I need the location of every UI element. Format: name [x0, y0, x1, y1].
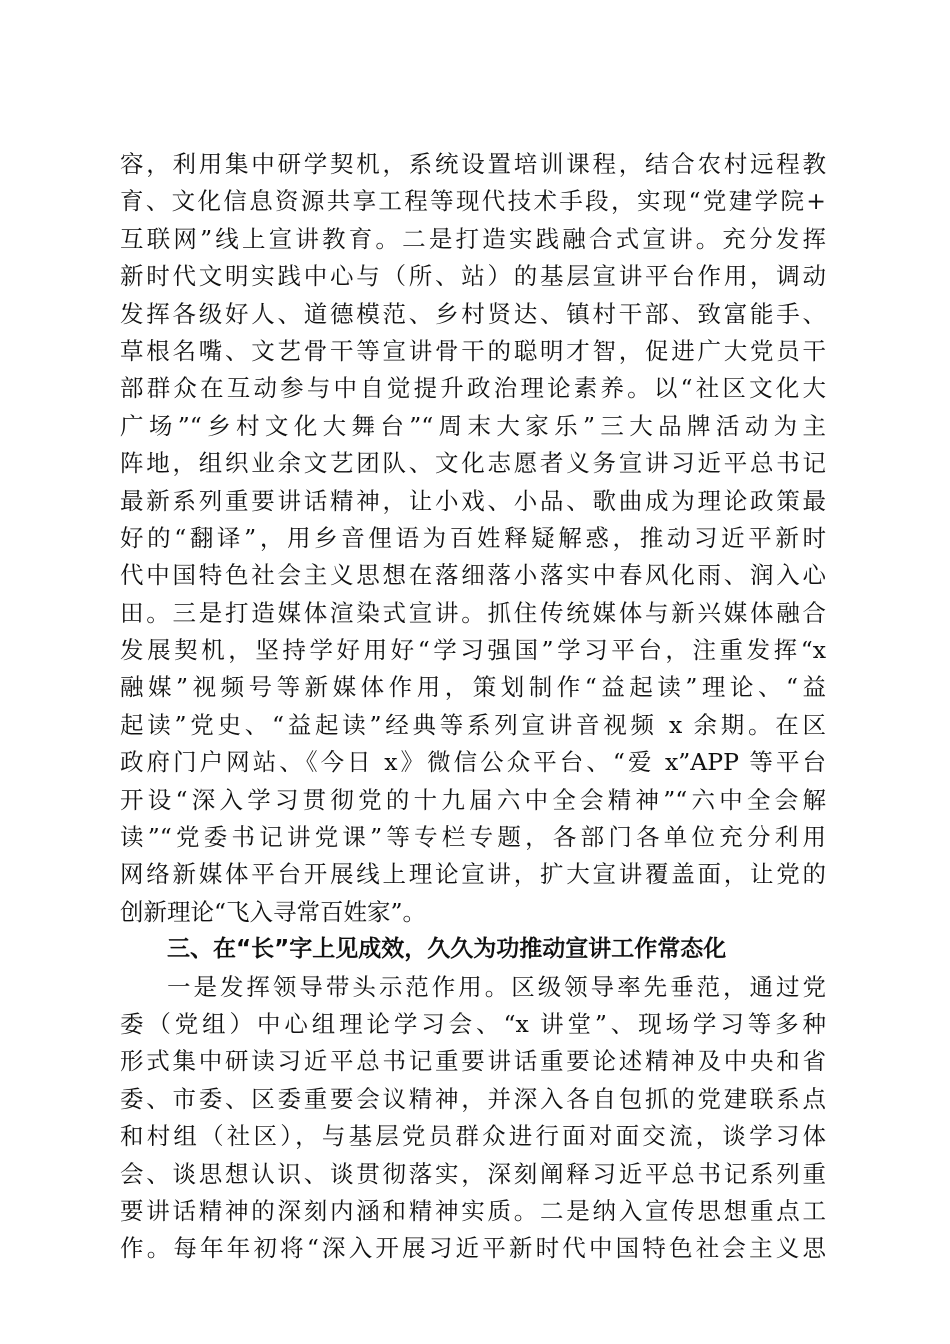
- section-heading: 三、在“长”字上见成效，久久为功推动宣讲工作常态化: [167, 936, 727, 963]
- body-line: 要讲话精神的深刻内涵和精神实质。二是纳入宣传思想重点工: [120, 1196, 826, 1225]
- body-line: 委、市委、区委重要会议精神，并深入各自包抓的党建联系点: [120, 1084, 826, 1113]
- body-line: 一是发挥领导带头示范作用。区级领导率先垂范，通过党: [167, 972, 826, 1001]
- body-line: 容，利用集中研学契机，系统设置培训课程，结合农村远程教: [120, 150, 826, 178]
- body-line: 田。三是打造媒体渲染式宣讲。抓住传统媒体与新兴媒体融合: [120, 598, 826, 627]
- body-line: 委（党组）中心组理论学习会、“x 讲堂”、现场学习等多种: [120, 1009, 826, 1038]
- body-line: 融媒”视频号等新媒体作用，策划制作“益起读”理论、“益: [120, 673, 826, 702]
- body-line: 部群众在互动参与中自觉提升政治理论素养。以“社区文化大: [120, 374, 826, 403]
- body-line: 好的“翻译”，用乡音俚语为百姓释疑解惑，推动习近平新时: [120, 523, 826, 552]
- body-line: 草根名嘴、文艺骨干等宣讲骨干的聪明才智，促进广大党员干: [120, 336, 826, 365]
- body-line: 发挥各级好人、道德模范、乡村贤达、镇村干部、致富能手、: [120, 299, 826, 328]
- document-body: [120, 146, 826, 1268]
- body-line: 阵地，组织业余文艺团队、文化志愿者义务宣讲习近平总书记: [120, 449, 826, 478]
- body-line: 互联网”线上宣讲教育。二是打造实践融合式宣讲。充分发挥: [120, 224, 826, 253]
- body-line: 会、谈思想认识、谈贯彻落实，深刻阐释习近平总书记系列重: [120, 1159, 826, 1188]
- body-line: 政府门户网站、《今日 x》微信公众平台、“爱 x”APP 等平台: [120, 748, 826, 777]
- body-line: 育、文化信息资源共享工程等现代技术手段，实现“党建学院+: [120, 187, 826, 216]
- body-line: 创新理论“飞入寻常百姓家”。: [120, 897, 427, 926]
- body-line: 作。每年年初将“深入开展习近平新时代中国特色社会主义思: [120, 1234, 826, 1263]
- body-line: 网络新媒体平台开展线上理论宣讲，扩大宣讲覆盖面，让党的: [120, 860, 826, 889]
- body-line: 和村组（社区），与基层党员群众进行面对面交流，谈学习体: [120, 1122, 826, 1151]
- body-line: 发展契机，坚持学好用好“学习强国”学习平台，注重发挥“x: [120, 636, 826, 665]
- body-line: 广场”“乡村文化大舞台”“周末大家乐”三大品牌活动为主: [120, 411, 826, 440]
- body-line: 形式集中研读习近平总书记重要讲话重要论述精神及中央和省: [120, 1047, 826, 1076]
- body-line: 新时代文明实践中心与（所、站）的基层宣讲平台作用，调动: [120, 262, 826, 291]
- body-line: 代中国特色社会主义思想在落细落小落实中春风化雨、润入心: [120, 561, 826, 590]
- body-line: 起读”党史、“益起读”经典等系列宣讲音视频 x 余期。在区: [120, 710, 826, 739]
- body-line: 最新系列重要讲话精神，让小戏、小品、歌曲成为理论政策最: [120, 486, 826, 515]
- body-line: 开设“深入学习贯彻党的十九届六中全会精神”“六中全会解: [120, 785, 826, 814]
- body-line: 读”“党委书记讲党课”等专栏专题，各部门各单位充分利用: [120, 823, 826, 852]
